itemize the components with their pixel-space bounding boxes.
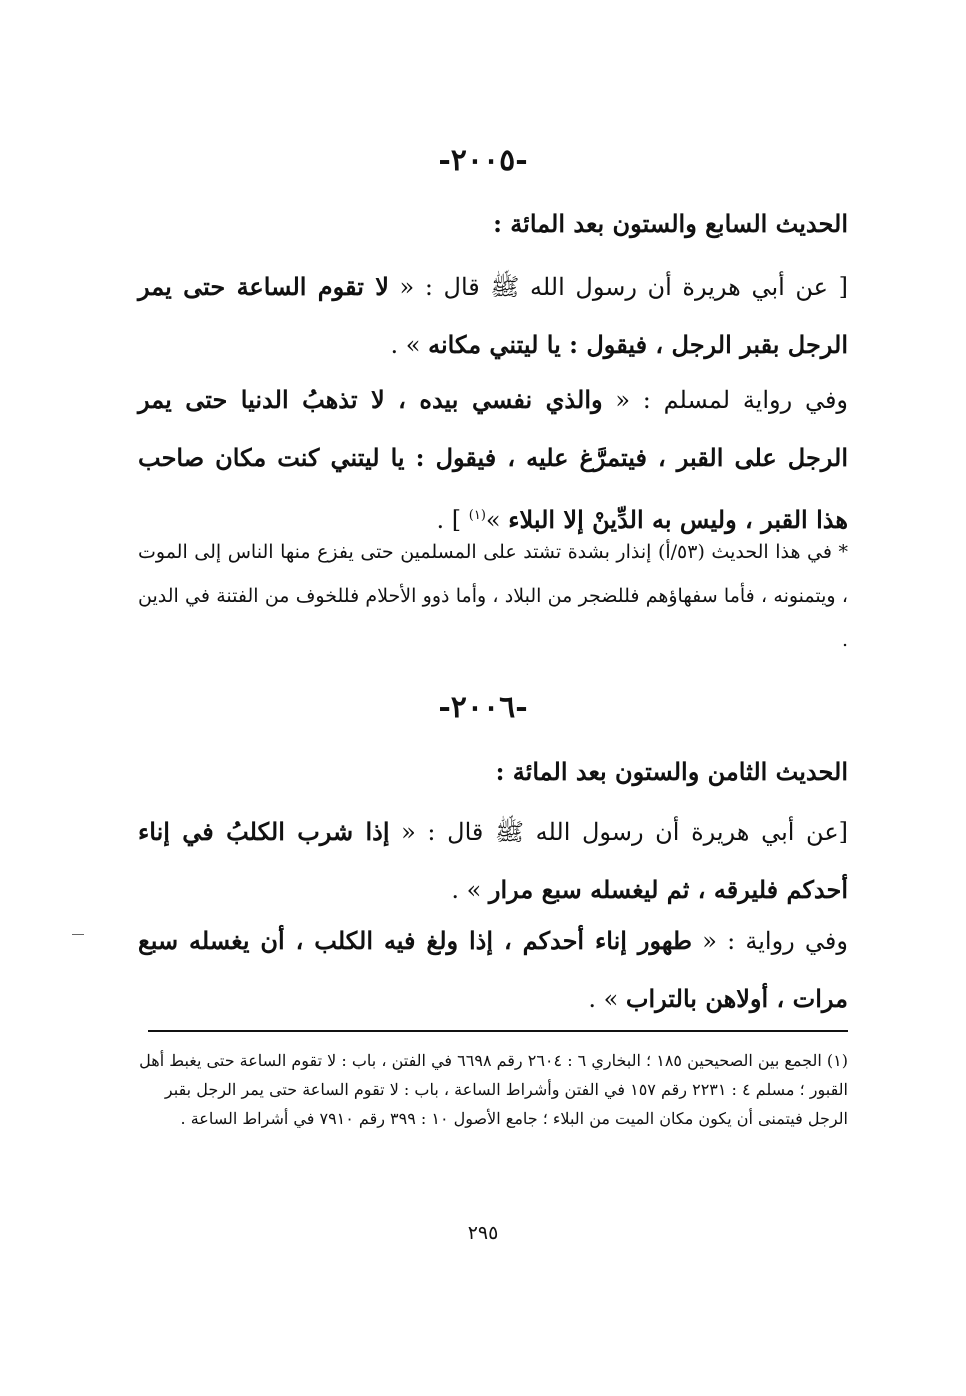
prophetic-saying: طهور إناء أحدكم ، إذا ولغ فيه الكلب ، أن يغسله سبع مرات ، أولاهن بالتراب [138, 926, 848, 1013]
narration-intro: وفي رواية : « [692, 927, 848, 955]
other-narration [138, 912, 848, 1028]
narration-end: ] . [436, 506, 469, 534]
page-number: ٢٩٥ [467, 1222, 499, 1244]
hadith-text-2006 [138, 803, 848, 919]
muslim-narration [138, 371, 848, 549]
narration-close: » . [451, 876, 489, 904]
hadith-text-2005 [138, 258, 848, 374]
footnote-divider [148, 1030, 848, 1032]
footnote-1: (١) الجمع بين الصحيحين ١٨٥ ؛ البخاري ٦ : ٢٦٠٤ رقم ٦٦٩٨ في الفتن ، باب : لا تقوم الساعة حتى يغبط أهل القبور ؛ مسلم ٤ : ٢٢٣١ رقم ١٥٧ في الفتن وأشراط الساعة ، باب : لا تقوم الساعة حتى يمر الرجل بقبر الرجل فيتمنى أن يكون مكان الميت من البلاء ؛ جامع الأصول ١٠ : ٣٩٩ رقم ٧٩١٠ في أشراط الساعة . [139, 1051, 848, 1128]
margin-mark [72, 934, 84, 935]
commentary-note: * في هذا الحديث (٥٣/أ) إنذار بشدة تشتد على المسلمين حتى يفزع منها الناس إلى الموت ، ويتمنونه ، فأما سفهاؤهم فللضجر من البلاد ، وأما ذوو الأحلام فللخوف من الفتنة في الدين . [138, 541, 848, 651]
prophetic-saying: إذا شرب الكلبُ في إناء أحدكم فليرقه ، ثم ليغسله سبع مرار [138, 817, 848, 904]
hadith-number-2006: -٢٠٠٦- [438, 690, 528, 725]
narration-close: » [485, 506, 509, 534]
narration-intro: [ عن أبي هريرة أن رسول الله ﷺ قال : « [388, 273, 848, 301]
narration-intro: وفي رواية لمسلم : « [602, 386, 849, 414]
hadith-number-2005: -٢٠٠٥- [438, 143, 528, 178]
hadith-heading-167: الحديث السابع والستون بعد المائة : [493, 209, 848, 238]
prophetic-saying: لا تقوم الساعة حتى يمر الرجل بقبر الرجل ، فيقول : يا ليتني مكانه [138, 272, 848, 359]
narration-close: » . [588, 985, 626, 1013]
narration-close: » . [390, 331, 429, 359]
footnote-reference: (١) [468, 508, 486, 523]
narration-intro: [عن أبي هريرة أن رسول الله ﷺ قال : « [389, 818, 848, 846]
hadith-heading-168: الحديث الثامن والستون بعد المائة : [495, 757, 848, 786]
prophetic-saying: والذي نفسي بيده ، لا تذهبُ الدنيا حتى يمر الرجل على القبر ، فيتمرَّغ عليه ، فيقول : يا ليتني كنت مكان صاحب هذا القبر ، وليس به الدِّينْ إلا البلاء [138, 385, 849, 534]
